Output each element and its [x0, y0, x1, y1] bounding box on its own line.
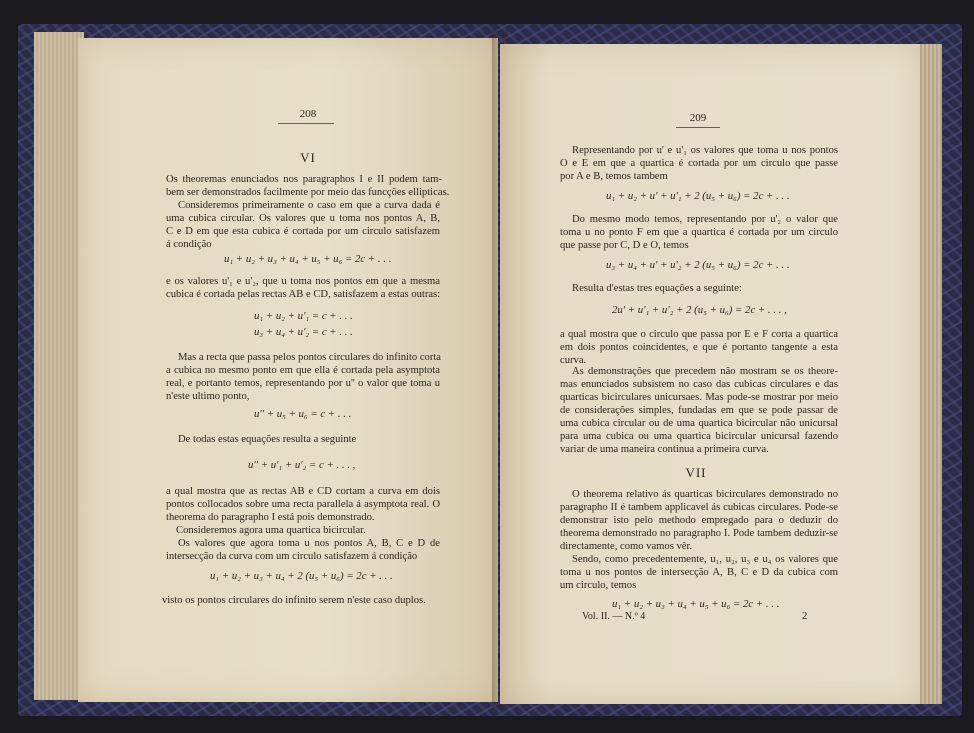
page-number: 208 [299, 108, 317, 120]
text-line: cubica é cortada pelas rectas AB e CD, satisfazem a estas outras: [166, 289, 441, 300]
text-line: n'este ultimo ponto, [166, 391, 250, 402]
equation: u₃ + u₄ + u'₂ = c + . . . [254, 326, 353, 338]
text-line: uma cubica circular ou de uma quartica bicircular não unicursal [560, 418, 838, 429]
text-line: visto os pontos circulares do infinito serem n'este caso duplos. [162, 595, 426, 606]
text-line: por A e B, temos tambem [560, 171, 668, 182]
text-line: curva. [560, 355, 587, 366]
equation: u₁ + u₂ + u₃ + u₄ + 2 (u₅ + u₆) = 2c + . . . [210, 570, 393, 582]
header-rule [676, 127, 720, 128]
text-line: quarticas bicirculares unicursaes. Mas pode-se mostrar por meio [560, 392, 838, 403]
text-line: As demonstrações que precedem não mostram se os theore- [572, 366, 838, 377]
text-line: bem ser demonstrados facilmente por meio das funcções ellipticas. [166, 187, 450, 198]
text-line: Consideremos primeiramente o caso em que a curva dada é [178, 200, 440, 211]
text-line: Resulta d'estas tres equações a seguinte: [572, 283, 742, 294]
text-line: pontos collocados sobre uma recta parallela á asymptota real. O [166, 499, 440, 510]
equation: u₁ + u₂ + u'₁ = c + . . . [254, 310, 353, 322]
text-line: real, e portanto temos, representando por u'' o valor que toma u [166, 378, 440, 389]
text-line: O e E em que a quartica é cortada por um circulo que passe [560, 158, 838, 169]
equation: 2u' + u'₁ + u'₂ + 2 (u₅ + u₆) = 2c + . . . , [612, 304, 787, 316]
text-line: directamente, como vamos vêr. [560, 541, 693, 552]
text-line: variar de uma maneira continua a primeira curva. [560, 444, 769, 455]
text-line: intersecção da curva com um circulo satisfazem á condição [166, 551, 418, 562]
page-edges-right [918, 44, 942, 704]
text-line: O theorema relativo ás quarticas bicirculares demonstrado no [572, 489, 838, 500]
equation: u₁ + u₂ + u' + u'₁ + 2 (u₅ + u₆) = 2c + . . . [606, 190, 790, 202]
signature-mark: 2 [802, 611, 808, 622]
text-line: em dois pontos coincidentes, e que é portanto tangente a esta [560, 342, 838, 353]
page-edges-left [34, 32, 84, 700]
equation: u'' + u'₁ + u'₂ = c + . . . , [248, 459, 356, 471]
text-line: C e D em que esta cubica é cortada por um circulo satisfazem [166, 226, 440, 237]
text-line: toma u nos pontos de intersecção A, B, C e D da cubica com [560, 567, 838, 578]
text-line: a cubica no mesmo ponto em que ella é cortada pela asymptota [166, 365, 440, 376]
equation: u₁ + u₂ + u₃ + u₄ + u₅ + u₆ = 2c + . . . [612, 598, 780, 610]
text-line: á condição [166, 239, 212, 250]
page-number: 209 [689, 112, 707, 124]
text-line: um circulo, temos [560, 580, 637, 591]
text-line: Os theoremas enunciados nos paragraphos I e II podem tam- [166, 174, 442, 185]
text-line: e os valores u'₁ e u'₂, que u toma nos pontos em que a mesma [166, 276, 440, 287]
right-page [500, 44, 920, 704]
volume-signature: Vol. II. — N.º 4 [582, 611, 646, 622]
left-page [78, 38, 498, 702]
text-line: de considerações simples, fundadas em que se pode passar de [560, 405, 838, 416]
text-line: a qual mostra que o circulo que passa por E e F corta a quartica [560, 329, 838, 340]
text-line: De todas estas equações resulta a seguinte [178, 434, 357, 445]
header-rule [278, 123, 334, 124]
equation: u₃ + u₄ + u' + u'₂ + 2 (u₅ + u₆) = 2c + . . . [606, 259, 790, 271]
section-heading: VII [685, 465, 707, 480]
text-line: a qual mostra que as rectas AB e CD cortam a curva em dois [166, 486, 440, 497]
text-line: mas enunciados subsistem no caso das cubicas circulares e das [560, 379, 838, 390]
text-line: theorema demonstrado no paragrapho I. Pode tambem deduzir-se [560, 528, 838, 539]
equation: u₁ + u₂ + u₃ + u₄ + u₅ + u₆ = 2c + . . . [224, 253, 392, 265]
text-line: Representando por u' e u'₁ os valores que toma u nos pontos [572, 145, 838, 156]
text-line: Consideremos agora uma quartica bicircular. [176, 525, 366, 536]
text-line: Os valores que agora toma u nos pontos A, B, C e D de [178, 538, 440, 549]
text-line: Do mesmo modo temos, representando por u'₂ o valor que [572, 214, 838, 225]
text-line: paragrapho II é tambem applicavel ás cubicas circulares. Pode-se [560, 502, 838, 513]
text-line: demonstrar isto pelo methodo empregado para o deduzir do [560, 515, 838, 526]
text-line: que passe por C, D e O, temos [560, 240, 689, 251]
text-line: toma u no ponto F em que a quartica é cortada por um circulo [560, 227, 838, 238]
text-line: para uma cubica ou uma quartica bicircular unicursal fazendo [560, 431, 838, 442]
text-line: uma cubica circular. Os valores que u toma nos pontos A, B, [166, 213, 440, 224]
text-line: theorema do paragrapho I está pois demonstrado. [166, 512, 375, 523]
section-heading: VI [300, 150, 316, 165]
text-line: Sendo, como precedentemente, u₁, u₂, u₃ e u₄ os valores que [572, 554, 838, 565]
text-line: Mas a recta que passa pelos pontos circulares do infinito corta [178, 352, 441, 363]
equation: u'' + u₅ + u₆ = c + . . . [254, 408, 352, 420]
